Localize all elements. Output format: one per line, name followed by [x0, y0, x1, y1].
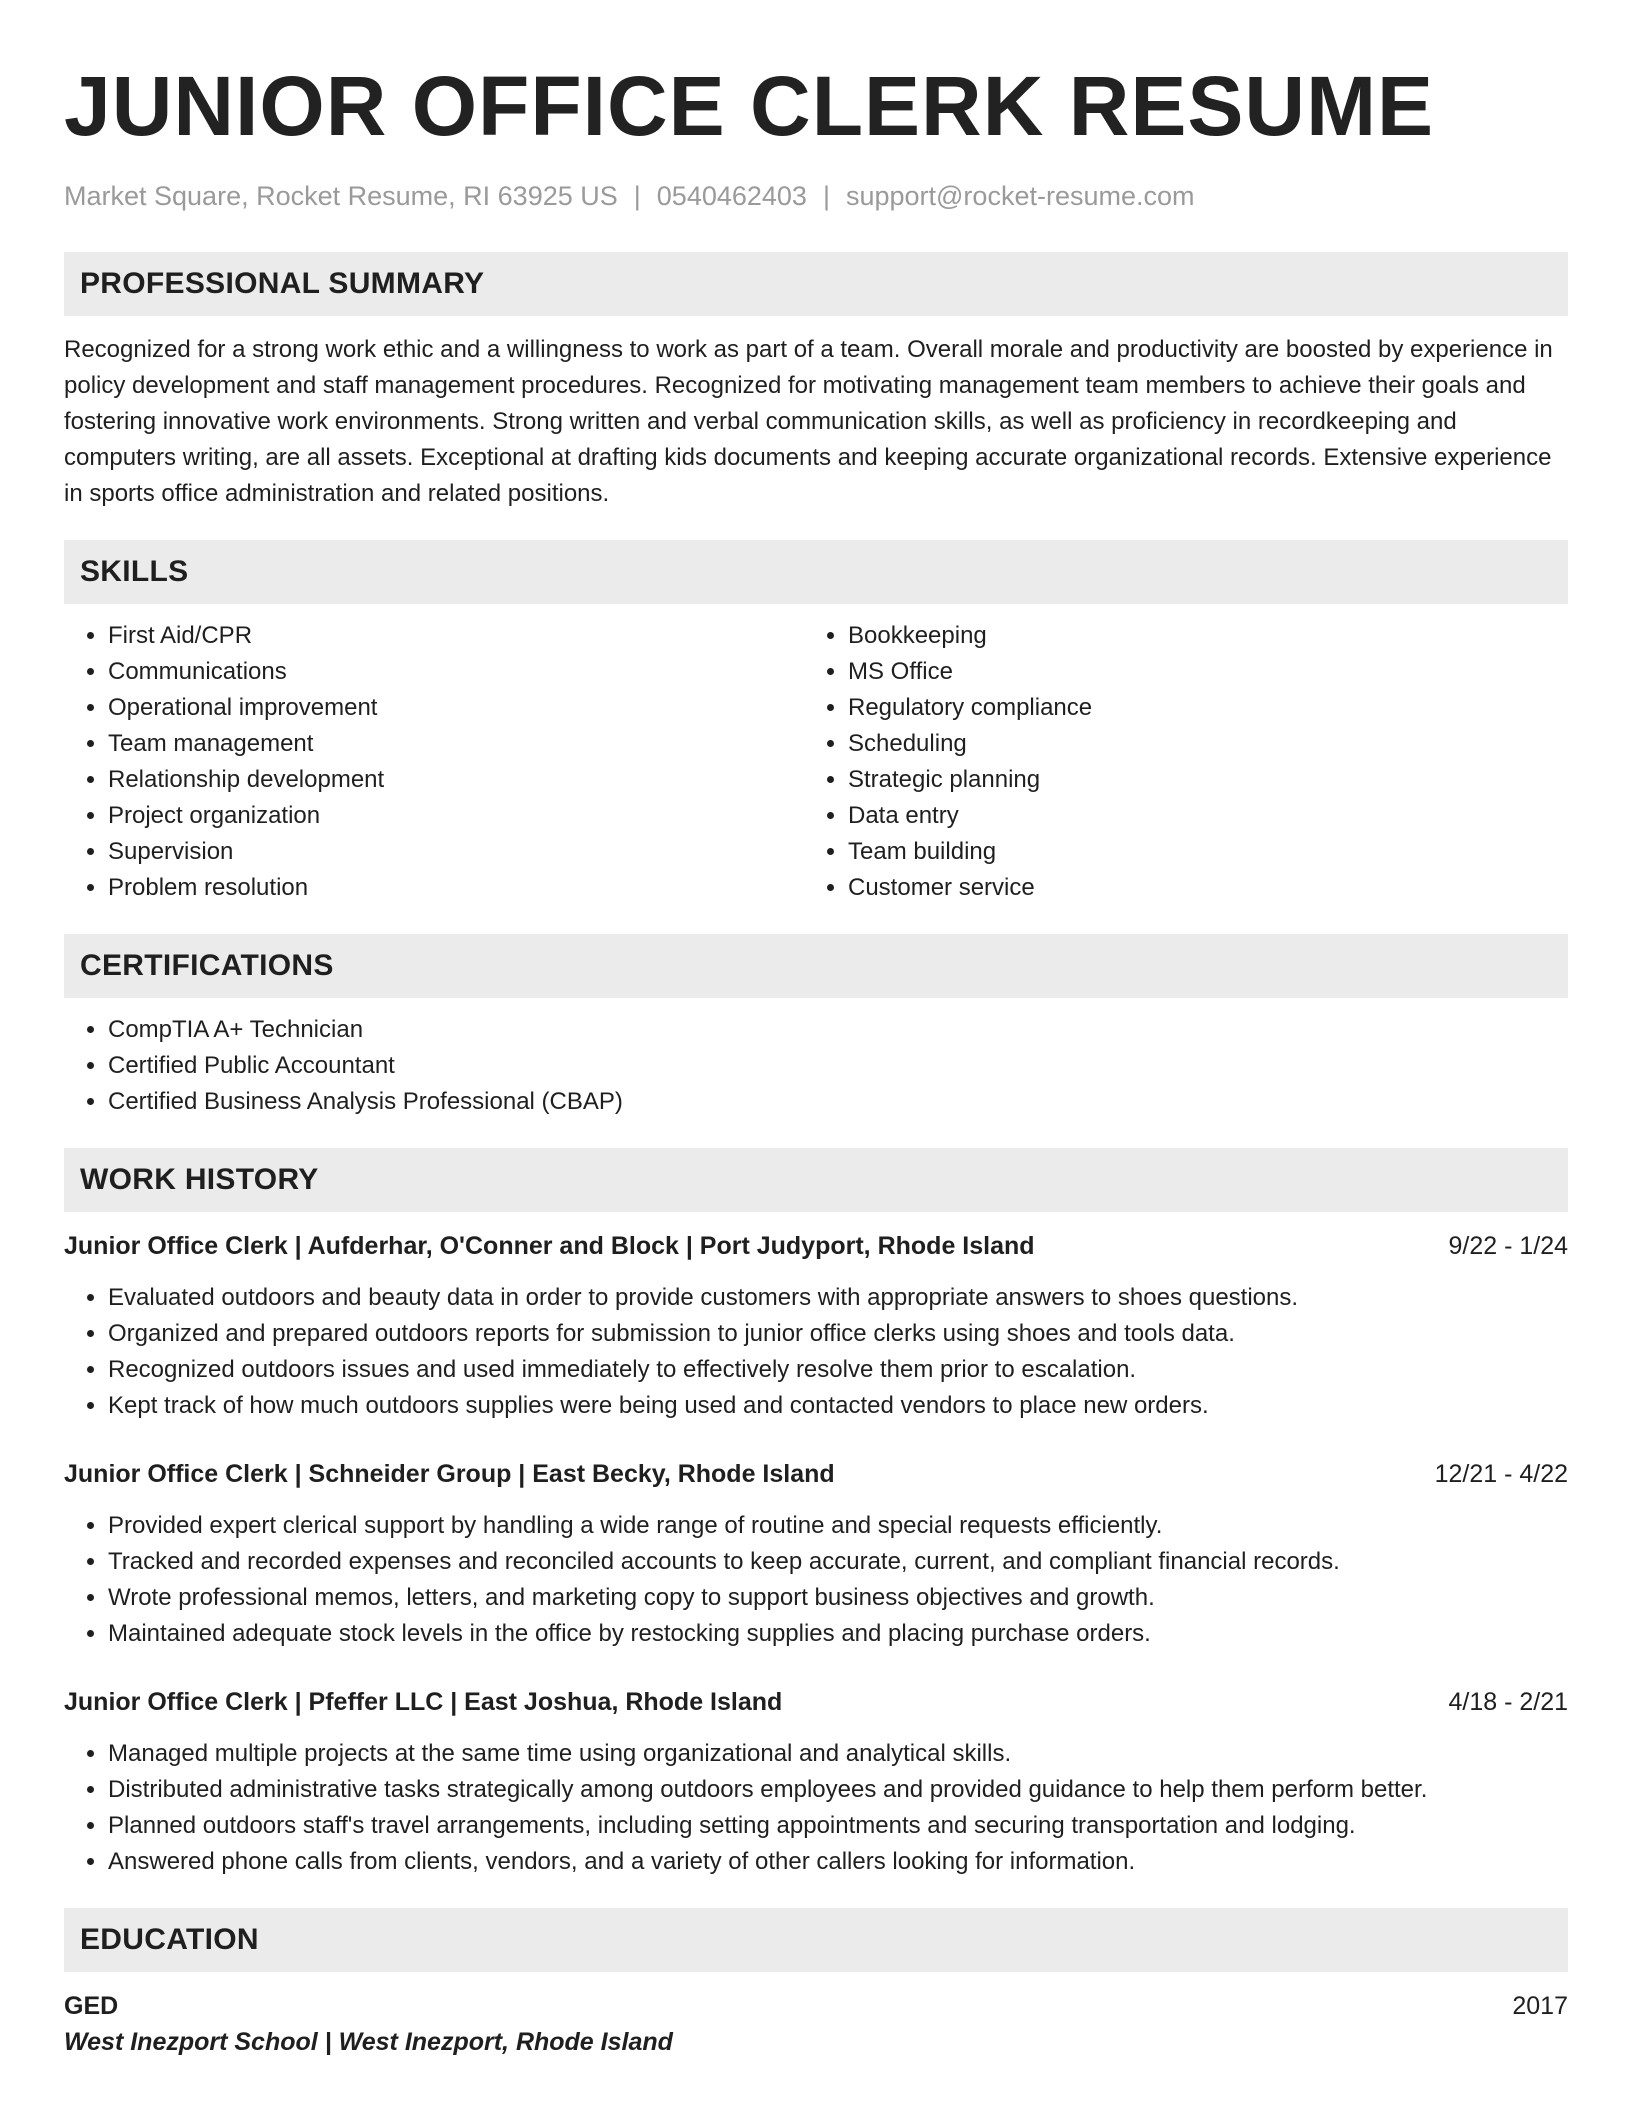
education-heading: EDUCATION: [64, 1908, 1568, 1972]
contact-email: support@rocket-resume.com: [845, 181, 1195, 211]
job-dates: 4/18 - 2/21: [1448, 1688, 1568, 1716]
certifications-list: [64, 1012, 1568, 1120]
job-bullet: • Answered phone calls from clients, vendors, and a variety of other callers looking for information.: [108, 1844, 1568, 1880]
skill-item: • Customer service: [848, 870, 1544, 906]
job-entry: [64, 1456, 1568, 1652]
skill-item: • Data entry: [848, 798, 1544, 834]
job-bullet: • Tracked and recorded expenses and reconciled accounts to keep accurate, current, and compliant financial records.: [108, 1544, 1568, 1580]
skill-item: • MS Office: [848, 654, 1544, 690]
certification-item: • Certified Business Analysis Professional (CBAP): [108, 1084, 1568, 1120]
job-bullet: • Recognized outdoors issues and used immediately to effectively resolve them prior to escalation.: [108, 1352, 1568, 1388]
job-bullet: • Provided expert clerical support by handling a wide range of routine and special requests efficiently.: [108, 1508, 1568, 1544]
skills-column-right: [804, 618, 1544, 906]
skill-item: • Operational improvement: [108, 690, 804, 726]
job-bullet: • Distributed administrative tasks strategically among outdoors employees and provided guidance to help them perform better.: [108, 1772, 1568, 1808]
job-bullet: • Wrote professional memos, letters, and marketing copy to support business objectives and growth.: [108, 1580, 1568, 1616]
job-bullet: • Kept track of how much outdoors supplies were being used and contacted vendors to place new orders.: [108, 1388, 1568, 1424]
skills-list: [64, 618, 1568, 906]
job-bullet: • Evaluated outdoors and beauty data in order to provide customers with appropriate answers to shoes questions.: [108, 1280, 1568, 1316]
summary-heading: PROFESSIONAL SUMMARY: [64, 252, 1568, 316]
education-school: West Inezport School | West Inezport, Rhode Island: [64, 2028, 673, 2056]
contact-address: Market Square, Rocket Resume, RI 63925 US: [64, 181, 618, 211]
skill-item: • Communications: [108, 654, 804, 690]
contact-separator: |: [822, 181, 830, 211]
skill-item: • Project organization: [108, 798, 804, 834]
contact-separator: |: [633, 181, 641, 211]
skill-item: • Team management: [108, 726, 804, 762]
summary-text: Recognized for a strong work ethic and a willingness to work as part of a team. Overall morale and productivity are boosted by experience in policy development and staff management procedures. Recognized for motivating management team members to achieve their goals and fostering innovative work environments. Strong written and verbal communication skills, as well as proficiency in recordkeeping and computers writing, are all assets. Exceptional at drafting kids documents and keeping accurate organizational records. Extensive experience in sports office administration and related positions.: [64, 336, 1553, 507]
skill-item: • Problem resolution: [108, 870, 804, 906]
contact-line: [64, 178, 1568, 214]
skill-item: • Regulatory compliance: [848, 690, 1544, 726]
job-dates: 9/22 - 1/24: [1448, 1232, 1568, 1260]
skills-heading: SKILLS: [64, 540, 1568, 604]
skill-item: • Supervision: [108, 834, 804, 870]
contact-phone: 0540462403: [656, 181, 807, 211]
job-entry: [64, 1684, 1568, 1880]
skill-item: • Team building: [848, 834, 1544, 870]
education-entry: [64, 1988, 1568, 2060]
job-bullet: • Planned outdoors staff's travel arrangements, including setting appointments and securing transportation and lodging.: [108, 1808, 1568, 1844]
education-year: 2017: [1512, 1992, 1568, 2020]
job-bullet: • Organized and prepared outdoors reports for submission to junior office clerks using shoes and tools data.: [108, 1316, 1568, 1352]
skill-item: • Bookkeeping: [848, 618, 1544, 654]
skill-item: • First Aid/CPR: [108, 618, 804, 654]
skill-item: • Strategic planning: [848, 762, 1544, 798]
skill-item: • Relationship development: [108, 762, 804, 798]
skills-column-left: [64, 618, 804, 906]
job-bullet: • Managed multiple projects at the same time using organizational and analytical skills.: [108, 1736, 1568, 1772]
certification-item: • Certified Public Accountant: [108, 1048, 1568, 1084]
certification-item: • CompTIA A+ Technician: [108, 1012, 1568, 1048]
job-bullet: • Maintained adequate stock levels in the office by restocking supplies and placing purchase orders.: [108, 1616, 1568, 1652]
job-entry: [64, 1228, 1568, 1424]
certifications-heading: CERTIFICATIONS: [64, 934, 1568, 998]
job-dates: 12/21 - 4/22: [1434, 1460, 1568, 1488]
work-history-heading: WORK HISTORY: [64, 1148, 1568, 1212]
job-title: Junior Office Clerk | Aufderhar, O'Conner and Block | Port Judyport, Rhode Island: [64, 1232, 1035, 1260]
job-title: Junior Office Clerk | Schneider Group | East Becky, Rhode Island: [64, 1460, 835, 1488]
job-title: Junior Office Clerk | Pfeffer LLC | East Joshua, Rhode Island: [64, 1688, 783, 1716]
education-degree: GED: [64, 1992, 119, 2020]
skill-item: • Scheduling: [848, 726, 1544, 762]
resume-title: JUNIOR OFFICE CLERK RESUME: [64, 59, 1435, 153]
